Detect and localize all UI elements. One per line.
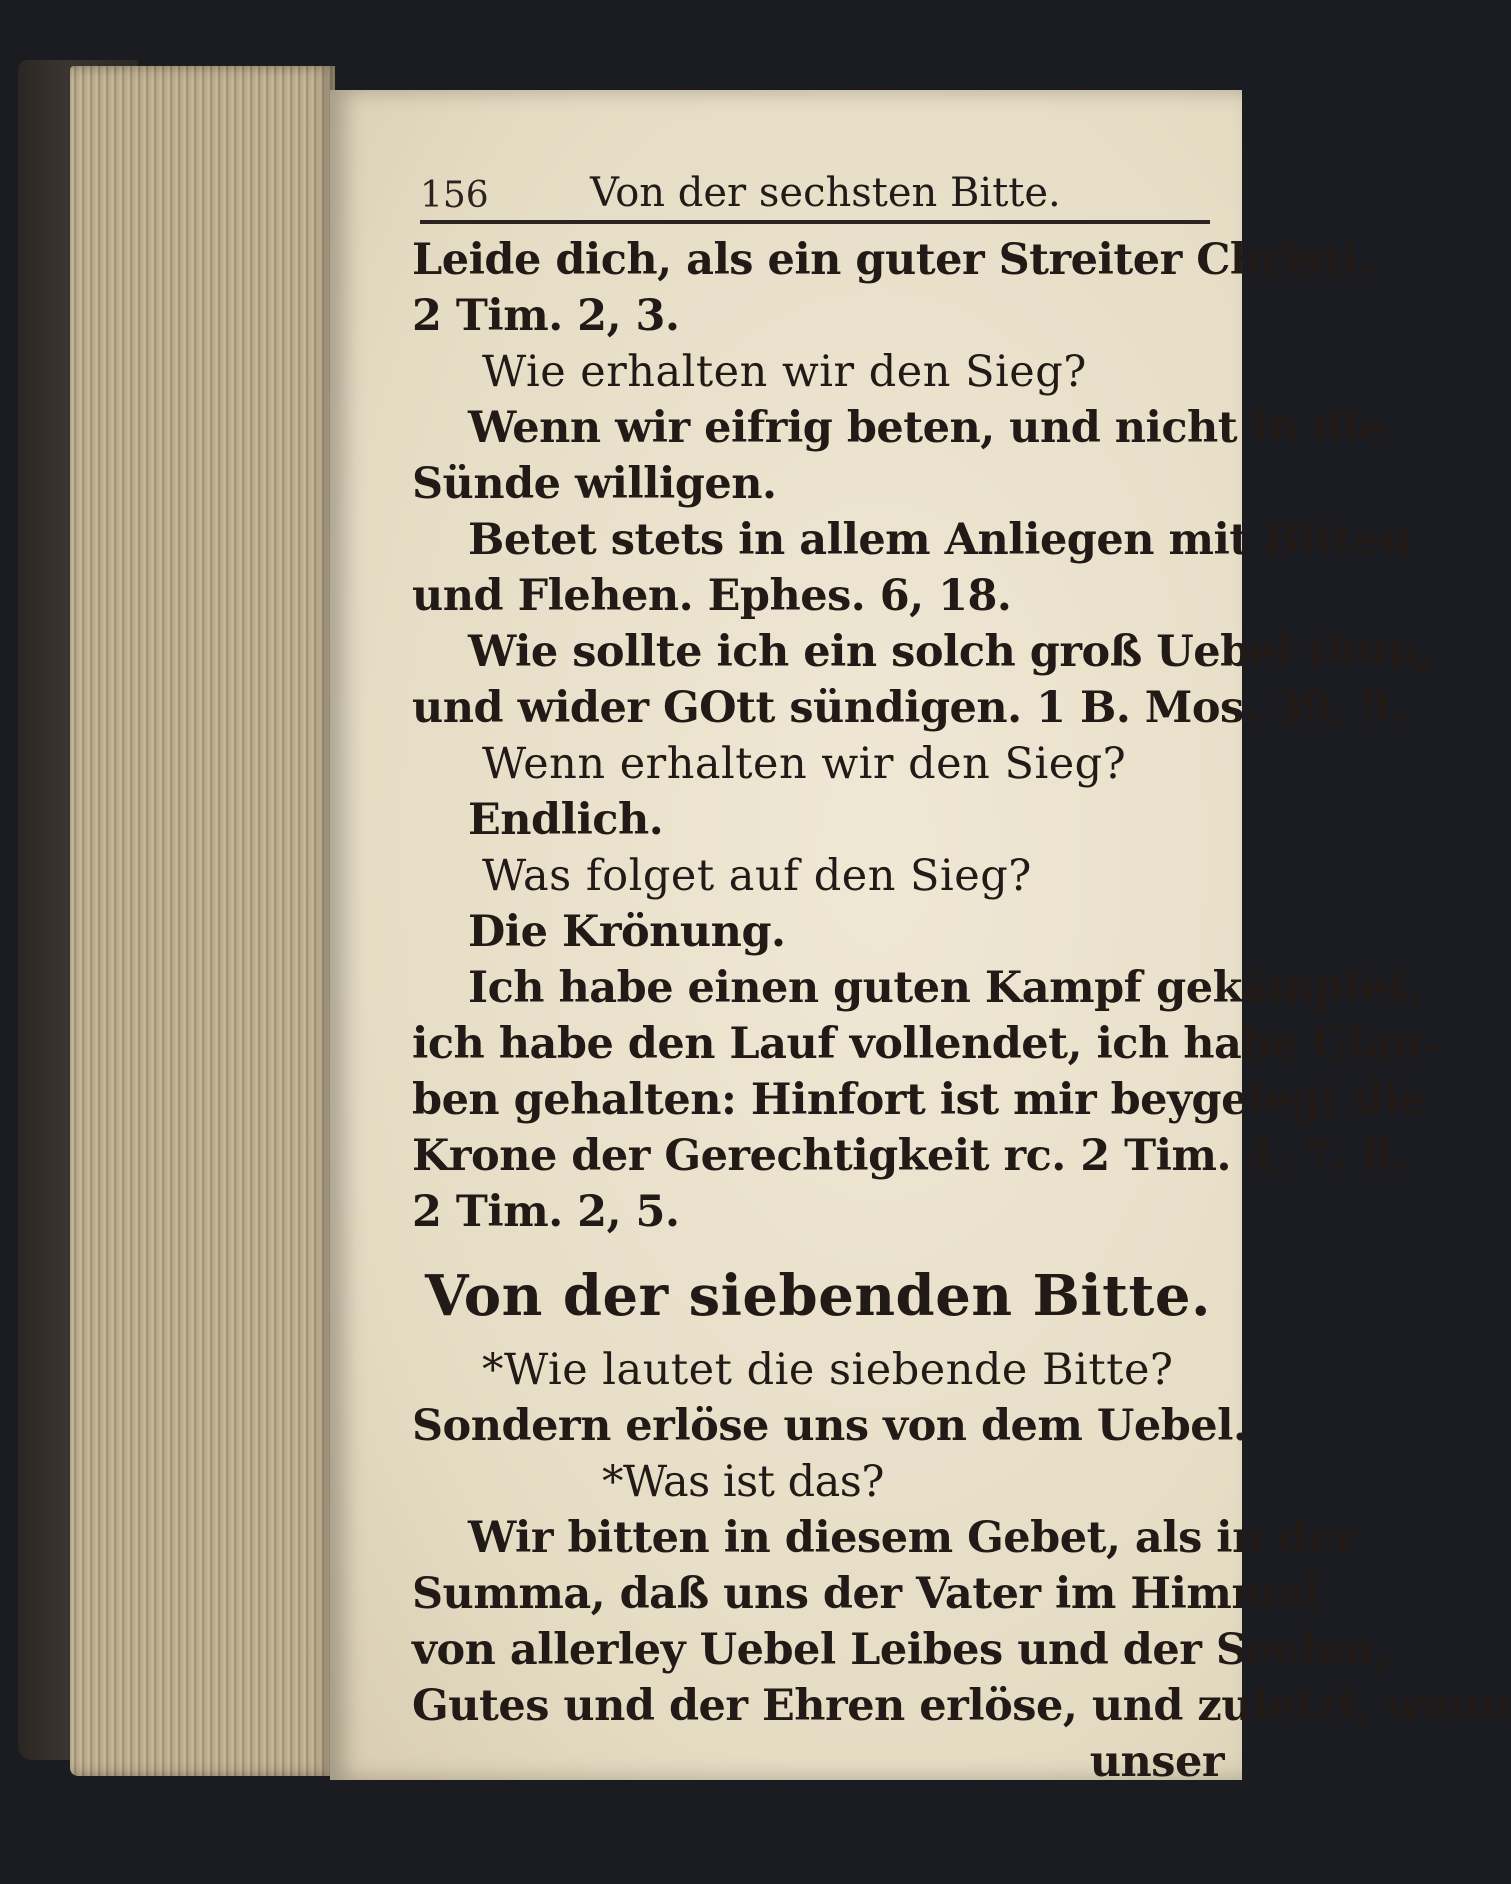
text-line: Krone der Gerechtigkeit rc. 2 Tim. 4, 7. 8. xyxy=(412,1131,1407,1181)
text-line: und wider GOtt sündigen. 1 B. Mos. 39, 9. xyxy=(412,683,1405,733)
page-number: 156 xyxy=(420,175,489,216)
text-line: ben gehalten: Hinfort ist mir beygelegt die xyxy=(412,1075,1427,1125)
question-line: Wie erhalten wir den Sieg? xyxy=(482,347,1087,397)
text-line: Wenn wir eifrig beten, und nicht in die xyxy=(468,403,1385,453)
page-header xyxy=(420,160,1210,224)
book-page xyxy=(330,90,1511,1787)
text-line: Betet stets in allem Anliegen mit Bitten xyxy=(468,515,1412,565)
text-line: Die Krönung. xyxy=(468,907,786,957)
text-line: Wir bitten in diesem Gebet, als in der xyxy=(468,1513,1356,1563)
text-line: 2 Tim. 2, 5. xyxy=(412,1187,680,1237)
text-line: Sondern erlöse uns von dem Uebel. xyxy=(412,1401,1248,1451)
catchword: unser xyxy=(1089,1737,1224,1787)
page-body xyxy=(412,232,1511,1790)
question-line: Was folget auf den Sieg? xyxy=(482,851,1032,901)
text-line: Ich habe einen guten Kampf gekämpfet, xyxy=(468,963,1423,1013)
question-line: Wenn erhalten wir den Sieg? xyxy=(482,739,1127,789)
question-line: *Was ist das? xyxy=(602,1457,884,1507)
text-line: Wie sollte ich ein solch groß Uebel thun, xyxy=(468,627,1434,677)
text-line: Leide dich, als ein guter Streiter Christi. xyxy=(412,235,1373,285)
text-line: 2 Tim. 2, 3. xyxy=(412,291,680,341)
text-line: Endlich. xyxy=(468,795,664,845)
section-heading: Von der siebenden Bitte. xyxy=(424,1263,1212,1329)
page-edges xyxy=(70,66,335,1776)
running-title: Von der sechsten Bitte. xyxy=(590,170,1061,216)
text-line: von allerley Uebel Leibes und der Seelen, xyxy=(412,1625,1389,1675)
text-line: Gutes und der Ehren erlöse, und zuletzt, wenn xyxy=(412,1681,1511,1731)
text-line: Sünde willigen. xyxy=(412,459,777,509)
text-line: ich habe den Lauf vollendet, ich habe Glau- xyxy=(412,1019,1440,1069)
question-line: *Wie lautet die siebende Bitte? xyxy=(482,1345,1174,1395)
text-line: und Flehen. Ephes. 6, 18. xyxy=(412,571,1012,621)
text-line: Summa, daß uns der Vater im Himmel xyxy=(412,1569,1320,1619)
